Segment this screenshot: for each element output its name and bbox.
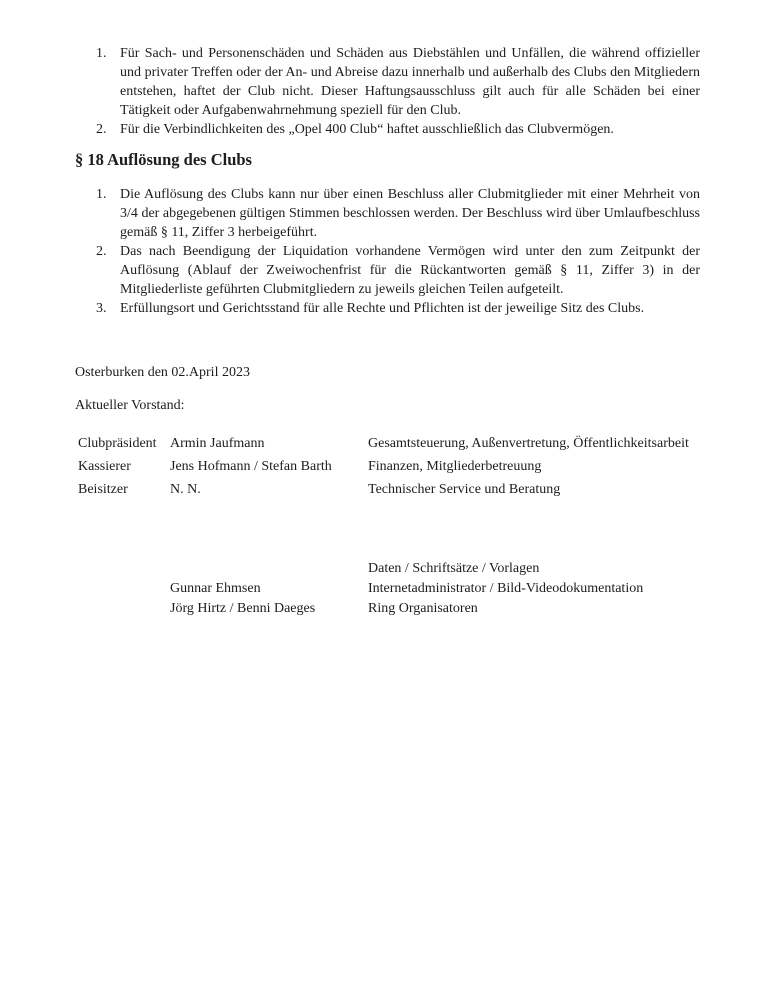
item-text: Für die Verbindlichkeiten des „Opel 400 Club“ haftet ausschließlich das Clubvermögen.	[120, 122, 614, 137]
support-row	[78, 559, 700, 579]
section-heading: § 18 Auflösung des Clubs	[75, 150, 252, 169]
item-text: Das nach Beendigung der Liquidation vorhandene Vermögen wird unter den zum Zeitpunkt der Auflösung (Ablauf der Zweiwochenfrist für die Rückantworten gemäß § 11, Ziffer 3) in der Mitgliederliste geführten Clubmitgliedern zu jeweils gleichen Teilen aufgeteilt.	[120, 244, 700, 297]
item-text: Erfüllungsort und Gerichtsstand für alle Rechte und Pflichten ist der jeweilige Sitz des Clubs.	[120, 301, 645, 316]
liability-list	[75, 44, 700, 139]
name-cell: N. N.	[170, 482, 201, 497]
duties-cell: Finanzen, Mitgliederbetreuung	[368, 459, 542, 474]
role-cell	[78, 599, 170, 619]
role-cell: Beisitzer	[78, 482, 128, 497]
name-cell	[170, 559, 368, 579]
board-label: Aktueller Vorstand:	[75, 398, 185, 413]
dissolution-list	[75, 185, 700, 318]
role-cell: Clubpräsident	[78, 436, 157, 451]
support-row	[78, 579, 700, 599]
duties-cell: Daten / Schriftsätze / Vorlagen	[368, 561, 540, 576]
name-cell: Jörg Hirtz / Benni Daeges	[170, 601, 316, 616]
role-cell	[78, 579, 170, 599]
name-cell: Jens Hofmann / Stefan Barth	[170, 459, 332, 474]
item-text: Für Sach- und Personenschäden und Schäden aus Diebstählen und Unfällen, die während offizieller und privater Treffen oder der An- und Abreise dazu innerhalb und außerhalb des Clubs den Mitgliedern entstehen, haftet der Club nicht. Dieser Haftungsausschluss gilt auch für alle Schäden bei einer Tätigkeit oder Aufgabenwahrnehmung speziell für den Club.	[120, 46, 700, 118]
list-item	[75, 242, 700, 299]
duties-cell: Gesamtsteuerung, Außenvertretung, Öffentlichkeitsarbeit	[368, 436, 689, 451]
board-row	[78, 432, 700, 455]
list-item	[75, 185, 700, 242]
board-row	[78, 455, 700, 478]
item-number: 2.	[96, 122, 107, 137]
list-item	[75, 44, 700, 120]
duties-cell: Ring Organisatoren	[368, 601, 478, 616]
item-number: 2.	[96, 244, 107, 259]
support-table	[78, 559, 700, 619]
duties-cell: Technischer Service und Beratung	[368, 482, 561, 497]
item-number: 3.	[96, 301, 107, 316]
duties-cell: Internetadministrator / Bild-Videodokumentation	[368, 581, 644, 596]
board-table	[78, 432, 700, 501]
board-row	[78, 478, 700, 501]
name-cell: Armin Jaufmann	[170, 436, 265, 451]
place-date-line: Osterburken den 02.April 2023	[75, 365, 250, 380]
item-number: 1.	[96, 46, 107, 61]
support-row	[78, 599, 700, 619]
name-cell: Gunnar Ehmsen	[170, 581, 261, 596]
item-text: Die Auflösung des Clubs kann nur über einen Beschluss aller Clubmitglieder mit einer Mehrheit von 3/4 der abgegebenen gültigen Stimmen beschlossen werden. Der Beschluss wird über Umlaufbeschluss gemäß § 11, Ziffer 3 herbeigeführt.	[120, 187, 700, 240]
list-item	[75, 299, 700, 318]
role-cell	[78, 559, 170, 579]
list-item	[75, 120, 700, 139]
role-cell: Kassierer	[78, 459, 131, 474]
item-number: 1.	[96, 187, 107, 202]
